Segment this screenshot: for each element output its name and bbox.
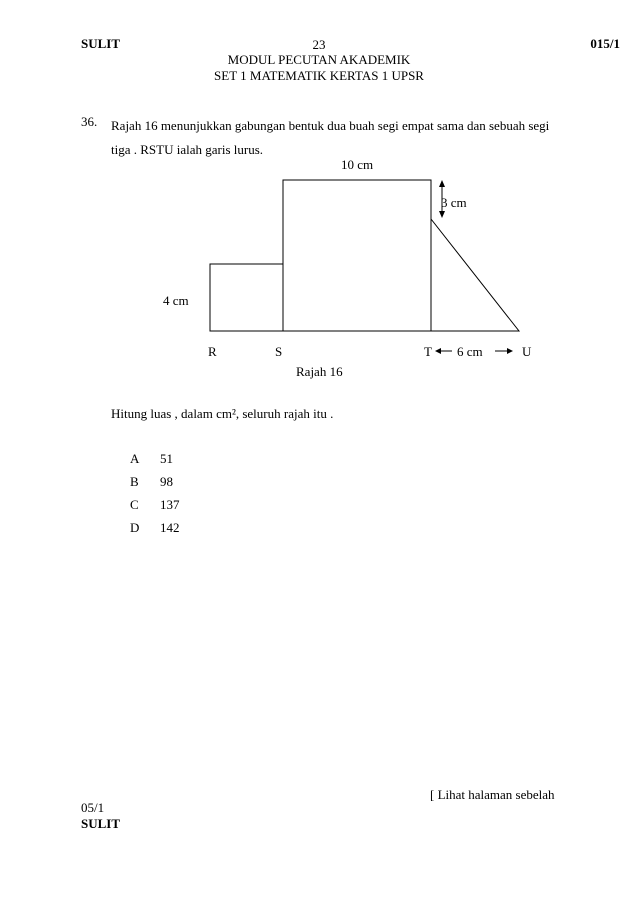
- small-square: [210, 264, 283, 331]
- header-set-title: SET 1 MATEMATIK KERTAS 1 UPSR: [214, 68, 424, 83]
- footer-classification: SULIT: [81, 816, 121, 831]
- label-3cm: 3 cm: [441, 195, 467, 210]
- option-d-value: 142: [160, 520, 180, 535]
- arrow-right-icon: [507, 348, 513, 354]
- point-u: U: [522, 344, 532, 359]
- option-d-letter: D: [130, 520, 140, 535]
- option-c-letter: C: [130, 497, 139, 512]
- arrow-down-icon: [439, 211, 445, 218]
- question-instruction: Hitung luas , dalam cm², seluruh rajah itu .: [111, 406, 334, 421]
- option-b-letter: B: [130, 474, 139, 489]
- label-4cm: 4 cm: [163, 293, 189, 308]
- option-c-value: 137: [160, 497, 180, 512]
- question-number: 36.: [81, 114, 98, 129]
- header-module-title: MODUL PECUTAN AKADEMIK: [227, 52, 411, 67]
- option-a-value: 51: [160, 451, 173, 466]
- point-r: R: [208, 344, 217, 359]
- triangle: [431, 219, 519, 331]
- option-b-value: 98: [160, 474, 173, 489]
- page-number: 23: [312, 37, 326, 52]
- label-6cm: 6 cm: [457, 344, 483, 359]
- question-text: Rajah 16 menunjukkan gabungan bentuk dua buah segi empat sama dan sebuah segi tiga . RSTU ialah garis lurus.: [111, 118, 550, 157]
- label-10cm: 10 cm: [341, 157, 374, 172]
- point-s: S: [275, 344, 283, 359]
- header-paper-code: 015/1: [590, 36, 620, 51]
- footer-paper-code: 05/1: [81, 800, 105, 815]
- option-a-letter: A: [130, 451, 140, 466]
- figure-caption: Rajah 16: [296, 364, 343, 379]
- arrow-up-icon: [439, 180, 445, 187]
- see-next-page: [ Lihat halaman sebelah: [430, 787, 555, 802]
- header-classification: SULIT: [81, 36, 121, 51]
- large-square: [283, 180, 431, 331]
- point-t: T: [424, 344, 432, 359]
- arrow-left-icon: [435, 348, 441, 354]
